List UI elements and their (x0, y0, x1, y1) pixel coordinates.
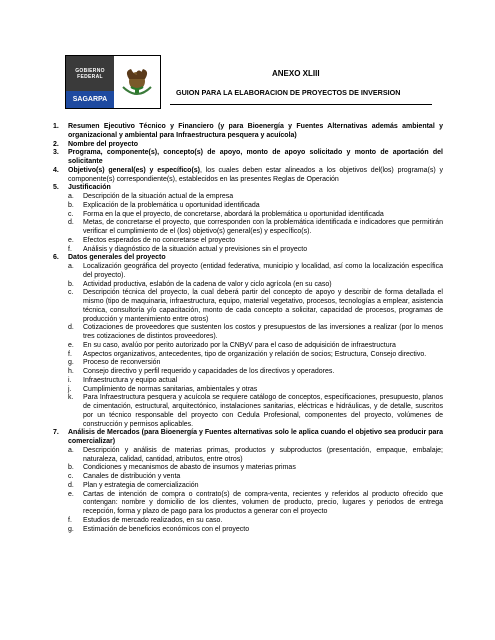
section-title: Justificación (68, 184, 111, 192)
section-heading (53, 167, 443, 185)
list-item-letter: d. (68, 219, 74, 227)
section-number: 3. (53, 149, 59, 157)
annex-title: ANEXO XLIII (272, 69, 320, 78)
section-heading (53, 184, 443, 193)
section-number: 2. (53, 140, 59, 148)
section-number: 4. (53, 166, 59, 174)
list-item-letter: e. (68, 490, 74, 498)
list-item (53, 394, 443, 429)
list-item-text: Cotizaciones de proveedores que sustenten los costos y presupuestos de las inversiones a realizar (por lo menos tres cotizaciones de distintos proveedores). (83, 324, 443, 340)
list-item-text: Proceso de reconversión (83, 359, 161, 367)
list-item-text: Localización geográfica del proyecto (entidad federativa, municipio y localidad, así como la localización específica del proyecto). (83, 263, 443, 279)
section-title: Programa, componente(s), concepto(s) de apoyo, monto de apoyo solicitado y monto de aportación del solicitante (68, 149, 443, 165)
list-item-letter: a. (68, 446, 74, 454)
section-heading (53, 123, 443, 141)
list-item-text: Efectos esperados de no concretarse el proyecto (83, 236, 236, 244)
list-item (53, 377, 443, 386)
section-number: 1. (53, 123, 59, 130)
list-item-text: Descripción técnica del proyecto, la cual deberá partir del concepto de apoyo y describir de forma detallada el mismo (tipo de maquinaria, infraestructura, equipo, material vegetativo, procesos, tecnologías a emplear, asistencia técnica, consultoría y/o capacitación, monto de cada concepto a solicitar, capacidad de procesos, programas de producción y mantenimiento entre otros) (83, 289, 443, 323)
list-item (53, 491, 443, 517)
list-item (53, 211, 443, 220)
list-item-text: Cumplimiento de normas sanitarias, ambientales y otras (83, 385, 258, 393)
list-item-text: Descripción de la situación actual de la empresa (83, 193, 234, 200)
list-item (53, 368, 443, 377)
list-item-text: Forma en la que el proyecto, de concretarse, abordará la problemática u oportunidad identificada (83, 210, 384, 218)
list-item (53, 464, 443, 473)
list-item-text: Infraestructura y equipo actual (83, 376, 178, 384)
document-body (53, 123, 443, 534)
list-item-letter: d. (68, 324, 74, 332)
title-divider (170, 104, 432, 105)
section-title: Nombre del proyecto (68, 140, 139, 148)
list-item-text: Condiciones y mecanismos de abasto de insumos y materias primas (83, 464, 296, 472)
logo-text-gobierno: GOBIERNO (75, 67, 105, 74)
sagarpa-logo (65, 55, 161, 109)
list-item-letter: c. (68, 210, 74, 218)
list-item-letter: g. (68, 359, 74, 367)
section-title: Objetivo(s) general(es) y específico(s) (68, 166, 200, 174)
section-number: 6. (53, 254, 59, 262)
list-item (53, 289, 443, 324)
list-item-letter: g. (68, 525, 74, 533)
list-item (53, 281, 443, 290)
list-item (53, 473, 443, 482)
section-number: 5. (53, 184, 59, 192)
list-item (53, 237, 443, 246)
list-item-text: Análisis y diagnóstico de la situación actual y previsiones sin el proyecto (83, 245, 308, 253)
list-item-letter: e. (68, 236, 74, 244)
list-item-text: Cartas de intención de compra o contrato(s) de compra-venta, recientes y referidos al producto ofrecido que contengan: nombre y domicilio de los clientes, volumen de producto, precio, lugares y periodos de entrega recepción, forma y plazo de pago para los productos a generar con el proyecto (83, 490, 443, 515)
list-item-letter: f. (68, 245, 72, 253)
mexican-eagle-emblem-icon (114, 56, 160, 108)
list-item-text: Actividad productiva, eslabón de la cadena de valor y ciclo agrícola (en su caso) (83, 280, 332, 288)
logo-text-sagarpa: SAGARPA (66, 91, 114, 108)
list-item-text: Plan y estrategia de comercialización (83, 481, 199, 489)
list-item (53, 482, 443, 491)
list-item-letter: k. (68, 394, 74, 402)
list-item (53, 324, 443, 342)
list-item-letter: e. (68, 341, 74, 349)
list-item-text: Descripción y análisis de materias primas, productos y subproductos (presentación, empaque, embalaje; naturaleza, calidad, cantidad, atributos, entre otros) (83, 446, 443, 463)
section-title: Datos generales del proyecto (68, 254, 166, 262)
list-item (53, 193, 443, 202)
document-title: GUION PARA LA ELABORACION DE PROYECTOS DE INVERSION (176, 88, 401, 97)
list-item-text: Consejo directivo y perfil requerido y capacidades de los directivos y operadores. (83, 368, 335, 375)
section-description: , los cuales deben estar alineados a los objetivos del(los) programa(s) y componente(s) correspondiente(s), establecidos en las presentes Reglas de Operación (68, 166, 443, 183)
list-item (53, 246, 443, 255)
list-item (53, 342, 443, 351)
logo-text-federal: FEDERAL (77, 73, 103, 80)
section-heading (53, 254, 443, 263)
list-item-letter: j. (68, 385, 72, 393)
list-item (53, 517, 443, 526)
section-title: Resumen Ejecutivo Técnico y Financiero (y para Bioenergía y Fuentes Alternativas además ambiental y organizacional y ambiental para Infraestructura pesquera y acuícola) (68, 123, 443, 139)
list-item-text: Estimación de beneficios económicos con el proyecto (83, 525, 250, 533)
list-item-letter: b. (68, 464, 74, 472)
list-item-text: Estudios de mercado realizados, en su caso. (83, 516, 223, 524)
list-item-letter: h. (68, 368, 74, 375)
list-item-letter: f. (68, 350, 72, 358)
section-heading (53, 149, 443, 167)
list-item-letter: c. (68, 473, 74, 480)
list-item-text: Canales de distribución y venta (83, 473, 181, 480)
list-item-letter: a. (68, 263, 74, 270)
list-item (53, 202, 443, 211)
list-item-text: Explicación de la problemática u oportunidad identificada (83, 201, 260, 209)
list-item (53, 447, 443, 465)
list-item-letter: a. (68, 193, 74, 200)
list-item-letter: i. (68, 376, 72, 384)
list-item (53, 219, 443, 237)
section-heading (53, 141, 443, 150)
section-number: 7. (53, 429, 59, 437)
list-item (53, 526, 443, 535)
list-item-text: En su caso, avalúo por perito autorizado por la CNByV para el caso de adquisición de infraestructura (83, 341, 396, 349)
list-item-letter: f. (68, 516, 72, 524)
section-heading (53, 429, 443, 447)
list-item (53, 351, 443, 360)
list-item (53, 359, 443, 368)
list-item-text: Metas, de concretarse el proyecto, que corresponden con la problemática identificada e indicadores que permitirán verificar el cumplimiento de el (los) objetivo(s) general(es) y específico(s). (83, 219, 443, 235)
list-item-text: Para Infraestructura pesquera y acuícola se requiere catálogo de conceptos, especificaciones, presupuesto, planos de cimentación, estructural, arquitectónico, instalaciones sanitarias, eléctricas e hidráulicas, y de detalle, suscritos por un técnico responsable del proyecto con Cedula Profesional, componentes del proyecto, volúmenes de construcción y permisos aplicables. (83, 394, 443, 428)
list-item (53, 263, 443, 281)
list-item-text: Aspectos organizativos, antecedentes, tipo de organización y relación de socios; Estructura, Consejo directivo. (83, 350, 427, 358)
section-title: Análisis de Mercados (para Bioenergía y Fuentes alternativas solo le aplica cuando el objetivo sea producir para comercializar) (68, 429, 443, 445)
list-item-letter: c. (68, 289, 74, 297)
list-item (53, 386, 443, 395)
list-item-letter: d. (68, 481, 74, 489)
list-item-letter: b. (68, 201, 74, 209)
list-item-letter: b. (68, 280, 74, 288)
